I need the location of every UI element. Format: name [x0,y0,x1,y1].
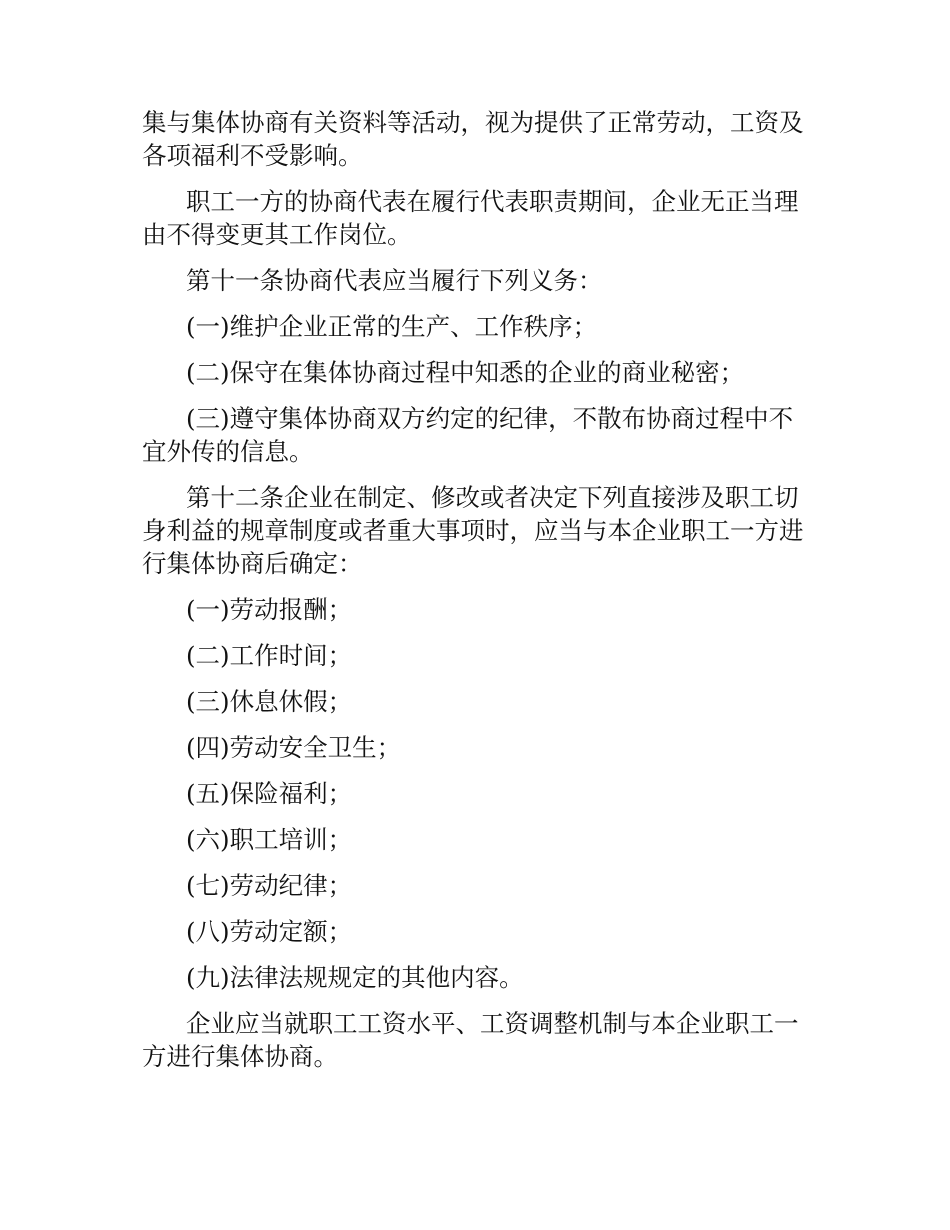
paragraph-representative-post: 职工一方的协商代表在履行代表职责期间，企业无正当理由不得变更其工作岗位。 [142,187,799,249]
article-12-item-7: (七)劳动纪律； [186,871,353,900]
article-12-item-1: (一)劳动报酬； [186,595,353,624]
article-11-item-2: (二)保守在集体协商过程中知悉的企业的商业秘密； [186,358,745,387]
article-12-item-6: (六)职工培训； [186,825,353,854]
article-12-item-5: (五)保险福利； [186,779,353,808]
paragraph-wage-negotiation: 企业应当就职工工资水平、工资调整机制与本企业职工一方进行集体协商。 [142,1009,799,1071]
article-12-item-8: (八)劳动定额； [186,917,353,946]
article-11-heading: 第十一条协商代表应当履行下列义务： [186,266,603,295]
document-page [142,106,814,1086]
article-12-item-2: (二)工作时间； [186,641,353,670]
paragraph-continuation: 集与集体协商有关资料等活动，视为提供了正常劳动，工资及各项福利不受影响。 [142,108,804,170]
article-12-heading: 第十二条企业在制定、修改或者决定下列直接涉及职工切身利益的规章制度或者重大事项时，应当与本企业职工一方进行集体协商后确定： [142,483,804,578]
article-11-item-3: (三)遵守集体协商双方约定的纪律，不散布协商过程中不宜外传的信息。 [142,404,794,466]
article-12-item-3: (三)休息休假； [186,687,353,716]
article-12-item-4: (四)劳动安全卫生； [186,733,402,762]
article-12-item-9: (九)法律法规规定的其他内容。 [186,963,524,992]
article-11-item-1: (一)维护企业正常的生产、工作秩序； [186,312,598,341]
